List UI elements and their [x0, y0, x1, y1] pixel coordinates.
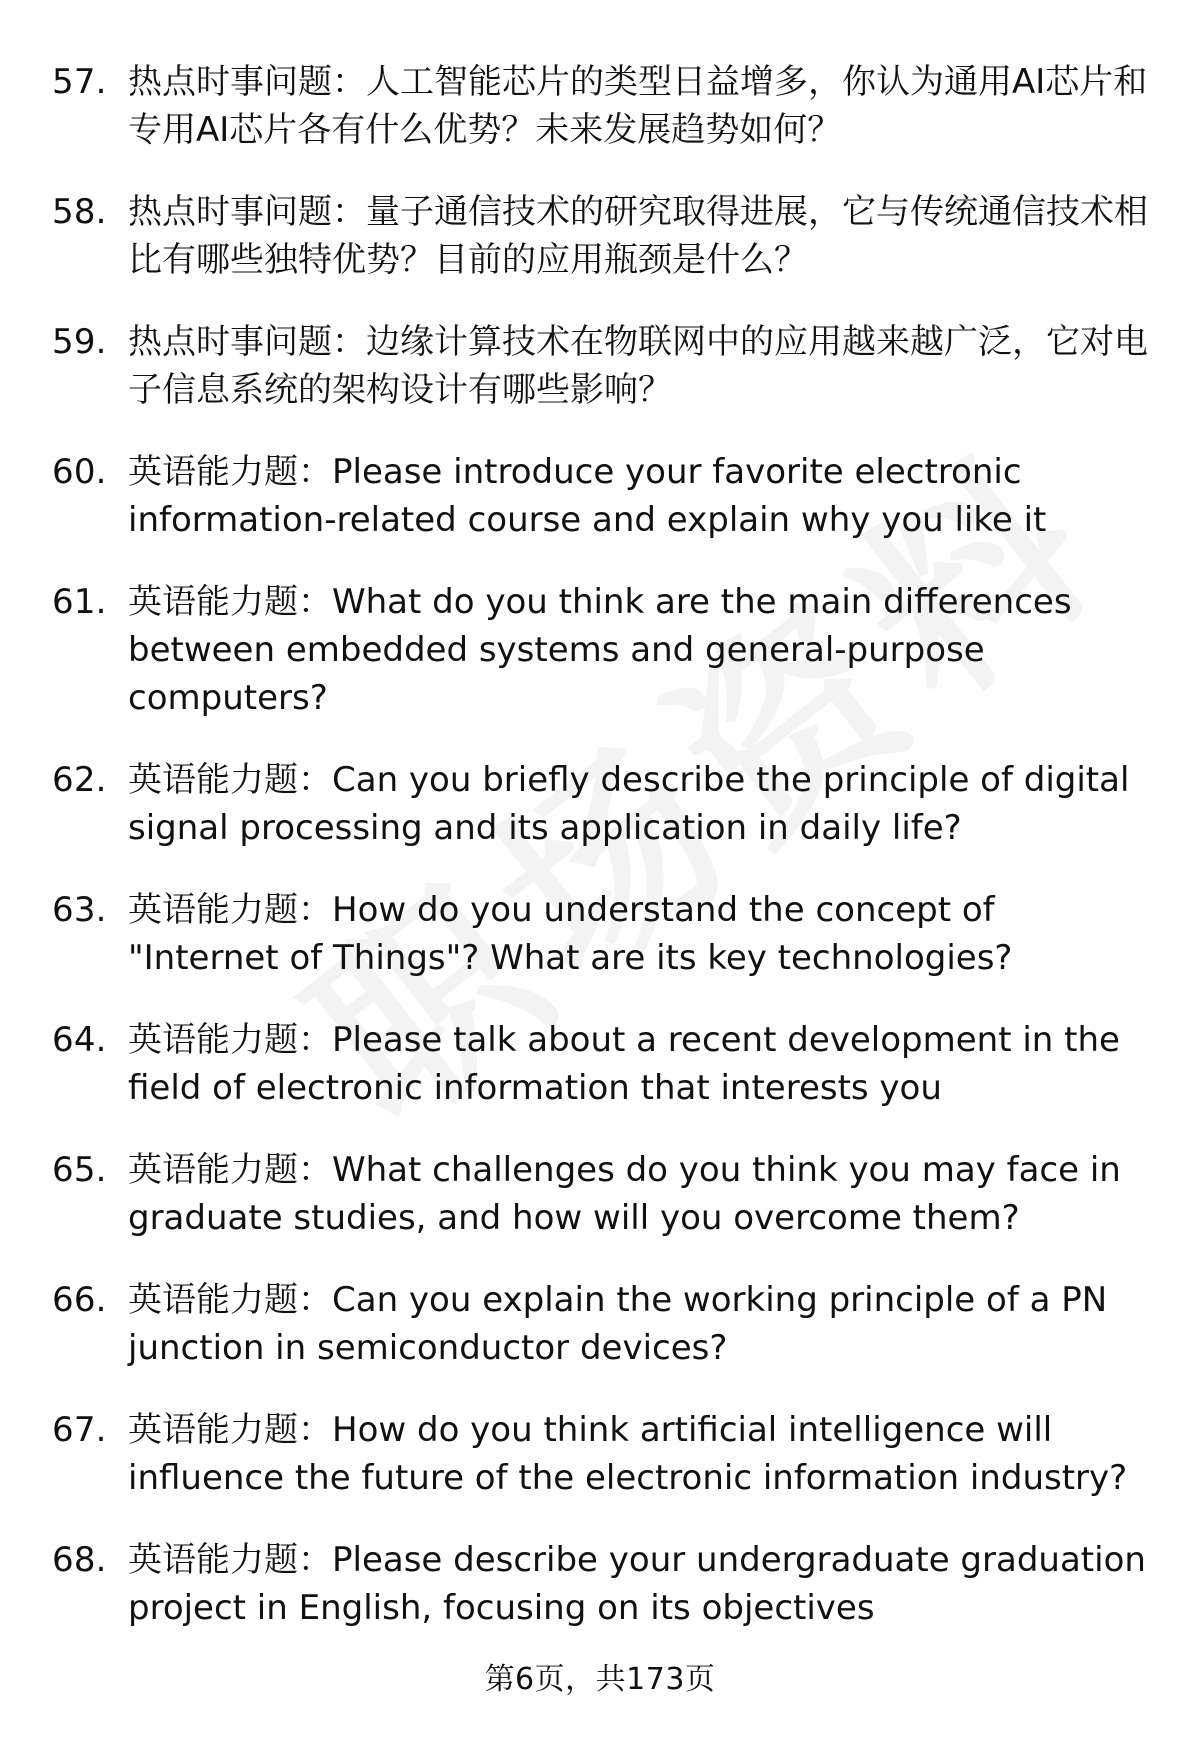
question-text: 英语能力题：What challenges do you think you may face in graduate studies, and how will you overcome them? — [128, 1150, 1121, 1238]
question-number: 61. — [52, 582, 107, 622]
question-number: 63. — [52, 890, 107, 930]
question-number: 57. — [52, 62, 107, 102]
page-footer — [0, 1660, 1200, 1700]
question-number: 64. — [52, 1020, 107, 1060]
question-text: 英语能力题：Can you briefly describe the principle of digital signal processing and its application in daily life? — [128, 760, 1130, 848]
question-list — [52, 58, 1152, 1632]
question-text: 英语能力题：Please introduce your favorite electronic information-related course and explain why you like it — [128, 452, 1047, 540]
question-text: 英语能力题：What do you think are the main differences between embedded systems and general-purpose computers? — [128, 582, 1072, 718]
question-item-68 — [52, 1536, 1152, 1632]
question-text: 英语能力题：Can you explain the working principle of a PN junction in semiconductor devices? — [128, 1280, 1108, 1368]
question-number: 62. — [52, 760, 107, 800]
question-item-65 — [52, 1146, 1152, 1242]
page-number-label: 第6页，共173页 — [484, 1662, 716, 1697]
question-item-61 — [52, 578, 1152, 722]
question-item-64 — [52, 1016, 1152, 1112]
question-text: 英语能力题：How do you think artificial intelligence will influence the future of the electronic information industry? — [128, 1410, 1128, 1498]
question-number: 66. — [52, 1280, 107, 1320]
question-item-63 — [52, 886, 1152, 982]
question-item-67 — [52, 1406, 1152, 1502]
question-text: 英语能力题：Please describe your undergraduate graduation project in English, focusing on its objectives — [128, 1540, 1146, 1628]
question-number: 67. — [52, 1410, 107, 1450]
question-number: 60. — [52, 452, 107, 492]
question-text: 热点时事问题：人工智能芯片的类型日益增多，你认为通用AI芯片和专用AI芯片各有什么优势？未来发展趋势如何？ — [128, 62, 1148, 150]
question-text: 英语能力题：How do you understand the concept of "Internet of Things"? What are its key technologies? — [128, 890, 1013, 978]
question-item-62 — [52, 756, 1152, 852]
question-item-60 — [52, 448, 1152, 544]
question-item-57 — [52, 58, 1152, 154]
question-text: 热点时事问题：量子通信技术的研究取得进展，它与传统通信技术相比有哪些独特优势？目前的应用瓶颈是什么？ — [128, 192, 1148, 280]
question-number: 65. — [52, 1150, 107, 1190]
question-item-58 — [52, 188, 1152, 284]
question-item-66 — [52, 1276, 1152, 1372]
question-number: 58. — [52, 192, 107, 232]
question-text: 英语能力题：Please talk about a recent development in the field of electronic information that interests you — [128, 1020, 1120, 1108]
question-item-59 — [52, 318, 1152, 414]
question-number: 59. — [52, 322, 107, 362]
question-text: 热点时事问题：边缘计算技术在物联网中的应用越来越广泛，它对电子信息系统的架构设计有哪些影响？ — [128, 322, 1148, 410]
question-number: 68. — [52, 1540, 107, 1580]
